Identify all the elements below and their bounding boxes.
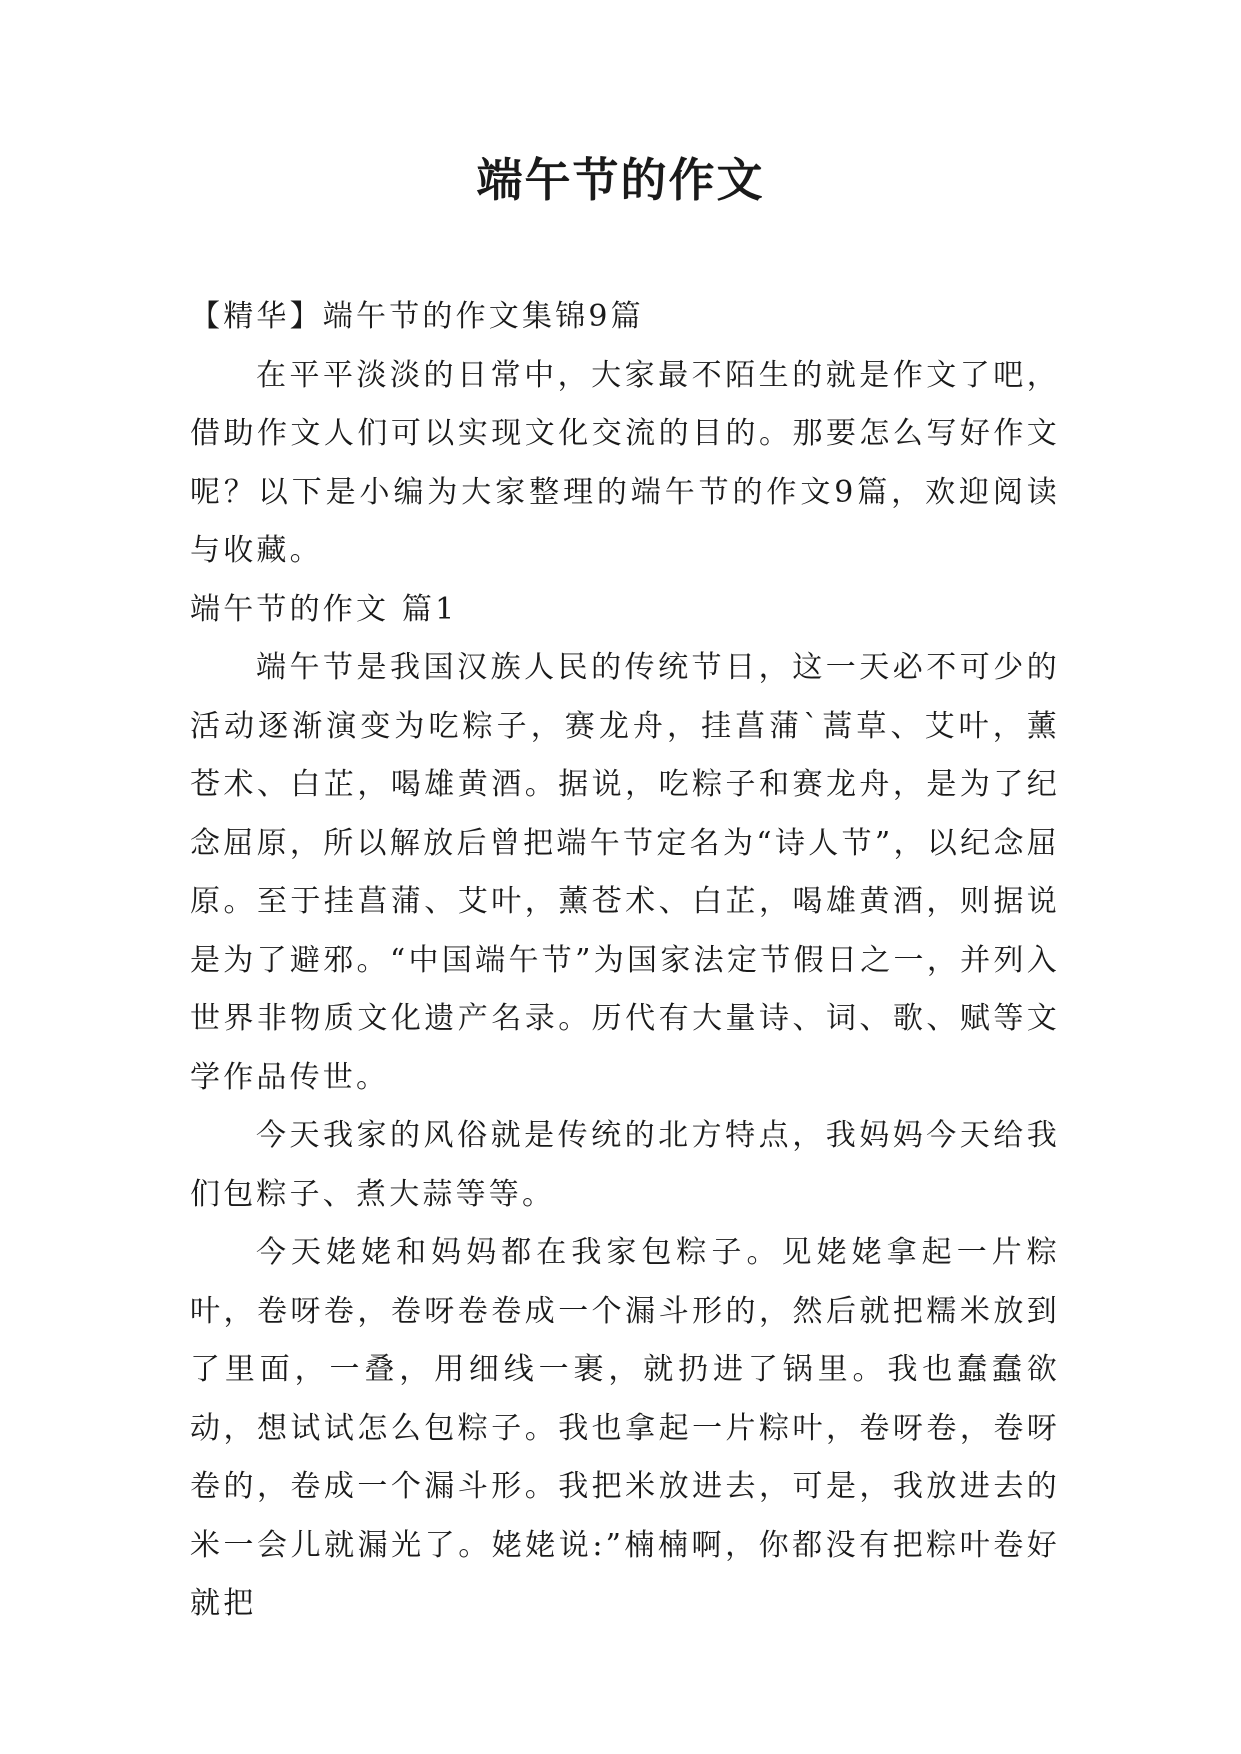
document-title: 端午节的作文: [476, 153, 765, 207]
paragraph-subtitle: 【精华】端午节的作文集锦9篇: [190, 299, 644, 334]
document-body: [190, 288, 1060, 1634]
paragraph: 今天姥姥和妈妈都在我家包粽子。见姥姥拿起一片粽叶，卷呀卷，卷呀卷卷成一个漏斗形的，然后就把糯米放到了里面，一叠，用细线一裹，就扔进了锅里。我也蠢蠢欲动，想试试怎么包粽子。我也拿起一片粽叶，卷呀卷，卷呀卷的，卷成一个漏斗形。我把米放进去，可是，我放进去的米一会儿就漏光了。姥姥说:”楠楠啊，你都没有把粽叶卷好就把: [190, 1235, 1060, 1621]
paragraph-intro: 在平平淡淡的日常中，大家最不陌生的就是作文了吧，借助作文人们可以实现文化交流的目的。那要怎么写好作文呢？以下是小编为大家整理的端午节的作文9篇，欢迎阅读与收藏。: [190, 357, 1060, 568]
paragraph: 端午节是我国汉族人民的传统节日，这一天必不可少的活动逐渐演变为吃粽子，赛龙舟，挂菖蒲`蒿草、艾叶，薰苍术、白芷，喝雄黄酒。据说，吃粽子和赛龙舟，是为了纪念屈原，所以解放后曾把端午节定名为“诗人节”，以纪念屈原。至于挂菖蒲、艾叶，薰苍术、白芷，喝雄黄酒，则据说是为了避邪。“中国端午节”为国家法定节假日之一，并列入世界非物质文化遗产名录。历代有大量诗、词、歌、赋等文学作品传世。: [190, 650, 1060, 1095]
section-heading: 端午节的作文 篇1: [190, 591, 458, 627]
paragraph: 今天我家的风俗就是传统的北方特点，我妈妈今天给我们包粽子、煮大蒜等等。: [190, 1118, 1060, 1212]
